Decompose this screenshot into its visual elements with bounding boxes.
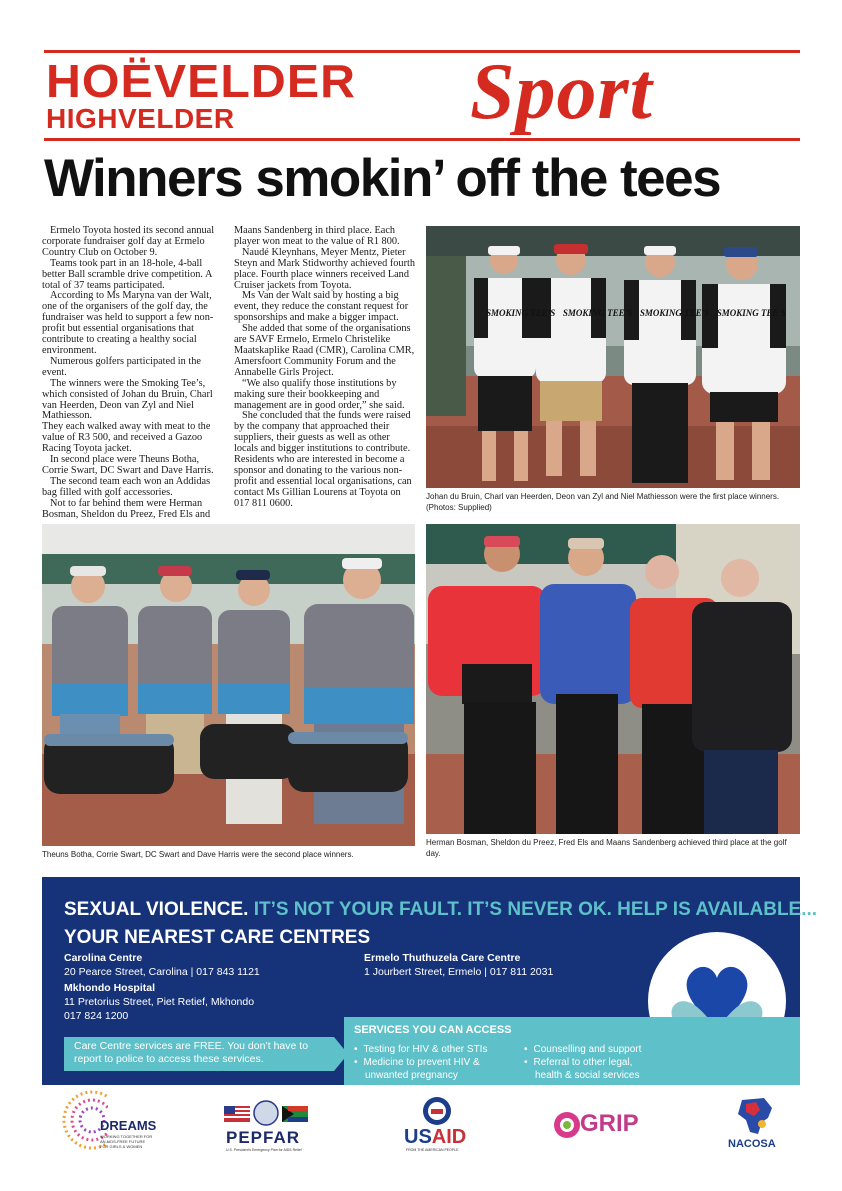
article-paragraph: Ermelo Toyota hosted its second annual corporate fundraiser golf day at Ermelo Country Club on October 9. [42,225,215,258]
sexual-violence-advert [42,877,818,1085]
grip-name: GRIP [580,1110,639,1137]
usaid-seal-icon [422,1096,452,1126]
care-centre-address: 20 Pearce Street, Carolina | 017 843 1121 [64,966,260,978]
article-paragraph: In second place were Theuns Botha, Corrie Swart, DC Swart and Dave Harris. [42,454,214,476]
service-item: • Testing for HIV & other STIs [354,1043,487,1056]
article-column-1 [42,226,222,520]
care-centre-name: Mkhondo Hospital [64,982,155,994]
care-centre-name: Carolina Centre [64,952,143,964]
article-paragraph: Numerous golfers participated in the event. [42,355,201,378]
photo-first-place [426,226,800,488]
care-centres-title: YOUR NEAREST CARE CENTRES [64,927,371,948]
free-services-note: Care Centre services are FREE. You don’t have to report to police to access these services. [64,1037,334,1071]
article-paragraph: She added that some of the organisations are SAVF Ermelo, Ermelo Christelike Maatskaplike Raad (CMR), Carolina CMR, Amersfoort Community Forum and the Annabelle Girls Project. [234,323,415,378]
advert-headline [64,899,817,921]
nacosa-name: NACOSA [728,1138,776,1150]
africa-map-icon [732,1096,776,1136]
services-panel [344,1017,800,1085]
pepfar-tagline: U.S. President's Emergency Plan for AIDS Relief [226,1148,302,1152]
shirt-print-row [486,308,786,318]
usaid-tagline: FROM THE AMERICAN PEOPLE [406,1148,459,1152]
services-title: SERVICES YOU CAN ACCESS [354,1024,512,1036]
care-centre-carolina [64,951,260,979]
article-paragraph: Residents who are interested in become a sponsor and donating to the various non-profit and essential local organisations, can contact Ms Gillian Lourens at Toyota on 017 811 0600. [234,454,412,509]
article-paragraph: She concluded that the funds were raised by the company that approached their suppliers, their guests as well as other locals and bigger institutions to contribute. [234,410,411,455]
article-paragraph: Ms Van der Walt said by hosting a big event, they reduce the constant request for sponsorships and make a bigger impact. [234,290,409,324]
care-centre-mkhondo [64,981,254,1023]
care-centre-address: 1 Jourbert Street, Ermelo | 017 811 2031 [364,966,554,978]
pepfar-name: PEPFAR [226,1128,301,1147]
dreams-tagline: WORKING TOGETHER FOR AN AIDS-FREE FUTURE FOR GIRLS & WOMEN [100,1134,153,1149]
shirt-print: SMOKING TEE'S [562,308,633,318]
article-paragraph: “We also qualify those institutions by making sure their bookkeeping and management are in good order,” she said. [234,377,405,411]
masthead-title-top: HOËVELDER [46,55,357,107]
masthead-top-rule [44,50,800,53]
service-item: • Medicine to prevent HIV & unwanted pregnancy [354,1056,487,1082]
article-column-2 [234,226,416,510]
pepfar-logo [222,1100,310,1156]
article-paragraph: According to Ms Maryna van der Walt, one of the organisers of the golf day, the fundraiser was held to support a few non-profit but essential organisations that contribute to creating a healthy social environment. [42,290,214,356]
nacosa-logo [728,1096,782,1154]
care-centre-ermelo [364,951,553,979]
article-paragraph: The second team each won an Addidas bag filled with golf accessories. [42,475,211,498]
masthead-section: Sport [470,48,653,136]
masthead-bottom-rule [44,138,800,141]
grip-flower-icon [552,1110,582,1140]
article-paragraph: Naudé Kleynhans, Meyer Mentz, Pieter Steyn and Mark Stidworthy achieved fourth place. Fourth place winners received Land Cruiser jackets from Toyota. [234,246,416,291]
service-item: • Counselling and support [524,1043,641,1056]
usaid-logo [402,1096,472,1156]
article-paragraph: They each walked away with meat to the value of R3 500, and received a Gazoo Racing Toyota jacket. [42,421,211,455]
service-item: • Referral to other legal, health & social services [524,1056,641,1082]
services-list-left [354,1043,487,1082]
article-paragraph: The winners were the Smoking Tee’s, which consisted of Johan du Bruin, Charl van Heerden, Deon van Zyl and Niel Mathiesson. [42,377,213,422]
grip-logo [552,1106,650,1146]
dreams-logo [62,1090,162,1156]
masthead-title-bottom: HIGHVELDER [46,103,235,134]
photo-caption: Theuns Botha, Corrie Swart, DC Swart and Dave Harris were the second place winners. [42,850,354,859]
dreams-name: DREAMS [100,1118,157,1133]
services-list-right [524,1043,641,1082]
photo-caption: Herman Bosman, Sheldon du Preez, Fred Els and Maans Sandenberg achieved third place at the golf day. [426,838,787,858]
advert-headline-accent: IT’S NOT YOUR FAULT. IT’S NEVER OK. HELP IS AVAILABLE... [253,899,818,920]
care-centre-address: 11 Pretorius Street, Piet Retief, Mkhondo [64,996,255,1008]
photo-third-place [426,524,800,834]
advert-headline-white: SEXUAL VIOLENCE. [64,899,249,920]
shirt-print: SMOKING TEE'S [486,308,556,318]
photo-second-place [42,524,415,846]
flags-icon [222,1100,310,1126]
masthead-title [46,56,466,136]
shirt-print: SMOKING TEE'S [716,308,786,318]
article-paragraph: Maans Sandenberg in third place. Each player won meat to the value of R1 800. [234,225,400,247]
usaid-name: USAID [404,1126,467,1148]
photo-caption: Johan du Bruin, Charl van Heerden, Deon van Zyl and Niel Mathiesson were the first place winners. (Photos: Supplied) [426,492,780,512]
care-centre-phone: 017 824 1200 [64,1010,129,1022]
article-headline: Winners smokin’ off the tees [44,149,721,208]
care-centre-name: Ermelo Thuthuzela Care Centre [364,952,521,964]
article-paragraph: Teams took part in an 18-hole, 4-ball better Ball scramble drive competition. A total of 37 teams participated. [42,257,212,291]
shirt-print: SMOKING TEE'S [639,308,710,318]
article-paragraph: Not to far behind them were Herman Bosman, Sheldon du Preez, Fred Els and [42,497,211,520]
